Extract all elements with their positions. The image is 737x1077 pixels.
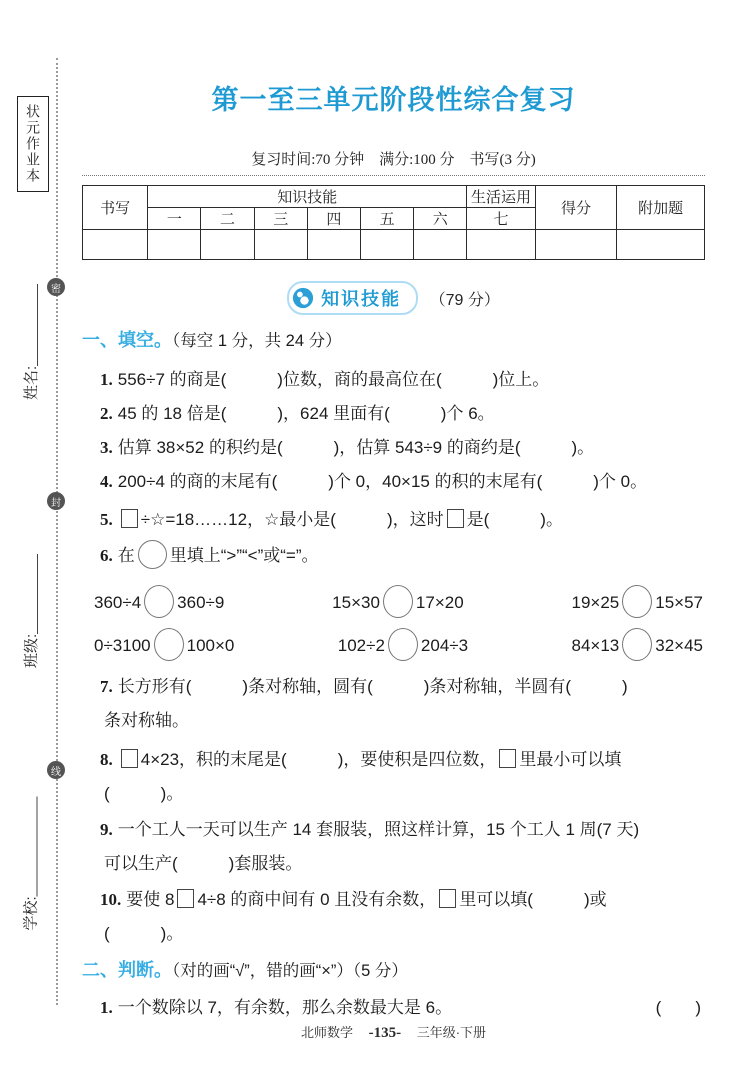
question-10-line2: ( )。 (104, 924, 184, 943)
question-4: 4. 200÷4 的商的末尾有( )个 0，40×15 的积的末尾有( )个 0。 (100, 472, 648, 491)
question-5: 5. ÷☆=18……12，☆最小是( )，这时 是( )。 (100, 510, 563, 529)
class-field-label: 班级: (22, 633, 40, 668)
section-1-heading (82, 328, 705, 353)
dots-badge-icon (292, 287, 314, 309)
question-2: 2. 45 的 18 倍是( )，624 里面有( )个 6。 (100, 404, 495, 423)
comparison-item: 15×30 17×20 (332, 585, 464, 618)
square-blank (121, 509, 138, 528)
footer-edition: 三年级·下册 (416, 1025, 487, 1040)
score-entry-row (83, 230, 705, 260)
square-blank (499, 749, 516, 768)
footer-page-number: -135- (368, 1025, 402, 1041)
comparison-item: 84×13 32×45 (571, 628, 703, 661)
comparison-row-2 (82, 626, 705, 662)
footer-series: 北师数学 (300, 1025, 353, 1040)
comparison-row-1 (82, 583, 705, 619)
section-2-note: （对的画“√”，错的画“×”）（5 分） (172, 962, 408, 980)
school-field (20, 776, 40, 931)
exam-meta-line: 复习时间:70 分钟 满分:100 分 书写(3 分) (251, 152, 536, 168)
school-field-label: 学校: (22, 896, 39, 931)
name-fill-line (23, 284, 38, 366)
comparison-item: 0÷3100 100×0 (94, 628, 234, 661)
square-blank (177, 889, 194, 908)
square-blank (121, 749, 138, 768)
score-subcol-7: 七 (467, 208, 535, 230)
score-col-score: 得分 (535, 186, 616, 230)
score-subcol-3: 三 (254, 208, 307, 230)
question-7-line2: 条对称轴。 (104, 711, 189, 730)
compare-circle (388, 628, 418, 661)
seal-char-mi-icon: 密 (47, 278, 65, 296)
section-badge-row (82, 281, 705, 313)
score-group-skills: 知识技能 (148, 186, 467, 208)
compare-circle (383, 585, 413, 618)
score-col-bonus: 附加题 (617, 186, 705, 230)
question-10: 10. 要使 8 4÷8 的商中间有 0 且没有余数， 里可以填( )或 (100, 890, 607, 909)
comparison-item: 102÷2 204÷3 (338, 628, 468, 661)
square-blank (439, 889, 456, 908)
section-2-heading (82, 958, 705, 983)
class-field (20, 478, 40, 668)
score-col-writing: 书写 (83, 186, 148, 230)
score-subcol-5: 五 (360, 208, 413, 230)
page-title: 第一至三单元阶段性综合复习 (211, 85, 576, 115)
workbook-brand-label: 状元作业本 (17, 96, 49, 192)
school-fill-line (22, 796, 37, 896)
question-9: 9. 一个工人一天可以生产 14 套服装，照这样计算，15 个工人 1 周(7 天) (100, 820, 640, 839)
judge-answer-blank: ( ) (655, 998, 701, 1017)
name-field (20, 260, 40, 400)
skills-badge-points: （79 分） (429, 291, 500, 309)
score-table (82, 185, 705, 260)
section-2-title: 二、判断。 (82, 960, 172, 980)
question-8-line2: ( )。 (104, 784, 184, 803)
skills-badge-label: 知识技能 (321, 289, 402, 309)
seal-char-xian-icon: 线 (47, 761, 65, 779)
section-1-title: 一、填空。 (82, 330, 172, 350)
comparison-item: 19×25 15×57 (572, 585, 704, 618)
question-8: 8. 4×23，积的末尾是( )，要使积是四位数， 里最小可以填 (100, 750, 622, 769)
compare-circle (154, 628, 184, 661)
exam-paper (82, 0, 705, 1025)
question-1: 1. 556÷7 的商是( )位数，商的最高位在( )位上。 (100, 370, 550, 389)
seal-char-feng-icon: 封 (47, 492, 65, 510)
class-fill-line (23, 554, 38, 634)
comparison-item: 360÷4 360÷9 (94, 585, 224, 618)
question-9-line2: 可以生产( )套服装。 (104, 854, 303, 873)
compare-circle (622, 585, 652, 618)
score-subcol-2: 二 (201, 208, 254, 230)
skills-badge (287, 281, 418, 315)
compare-circle (138, 540, 167, 569)
question-3: 3. 估算 38×52 的积约是( )，估算 543÷9 的商约是( )。 (100, 438, 595, 457)
question-7: 7. 长方形有( )条对称轴，圆有( )条对称轴，半圆有( ) (100, 677, 628, 696)
seal-dotted-line (56, 58, 58, 1005)
page-footer (82, 1022, 705, 1042)
judge-question-1: 1. 一个数除以 7，有余数，那么余数最大是 6。 ( ) (82, 991, 705, 1025)
name-field-label: 姓名: (22, 365, 40, 400)
score-group-life: 生活运用 (467, 186, 535, 208)
score-subcol-1: 一 (148, 208, 201, 230)
score-subcol-4: 四 (307, 208, 360, 230)
square-blank (447, 509, 464, 528)
score-subcol-6: 六 (414, 208, 467, 230)
question-6: 6. 在 里填上“>”“<”或“=”。 (82, 539, 705, 573)
section-1-note: （每空 1 分，共 24 分） (172, 332, 342, 350)
compare-circle (622, 628, 652, 661)
compare-circle (144, 585, 174, 618)
dotted-divider (82, 175, 705, 176)
